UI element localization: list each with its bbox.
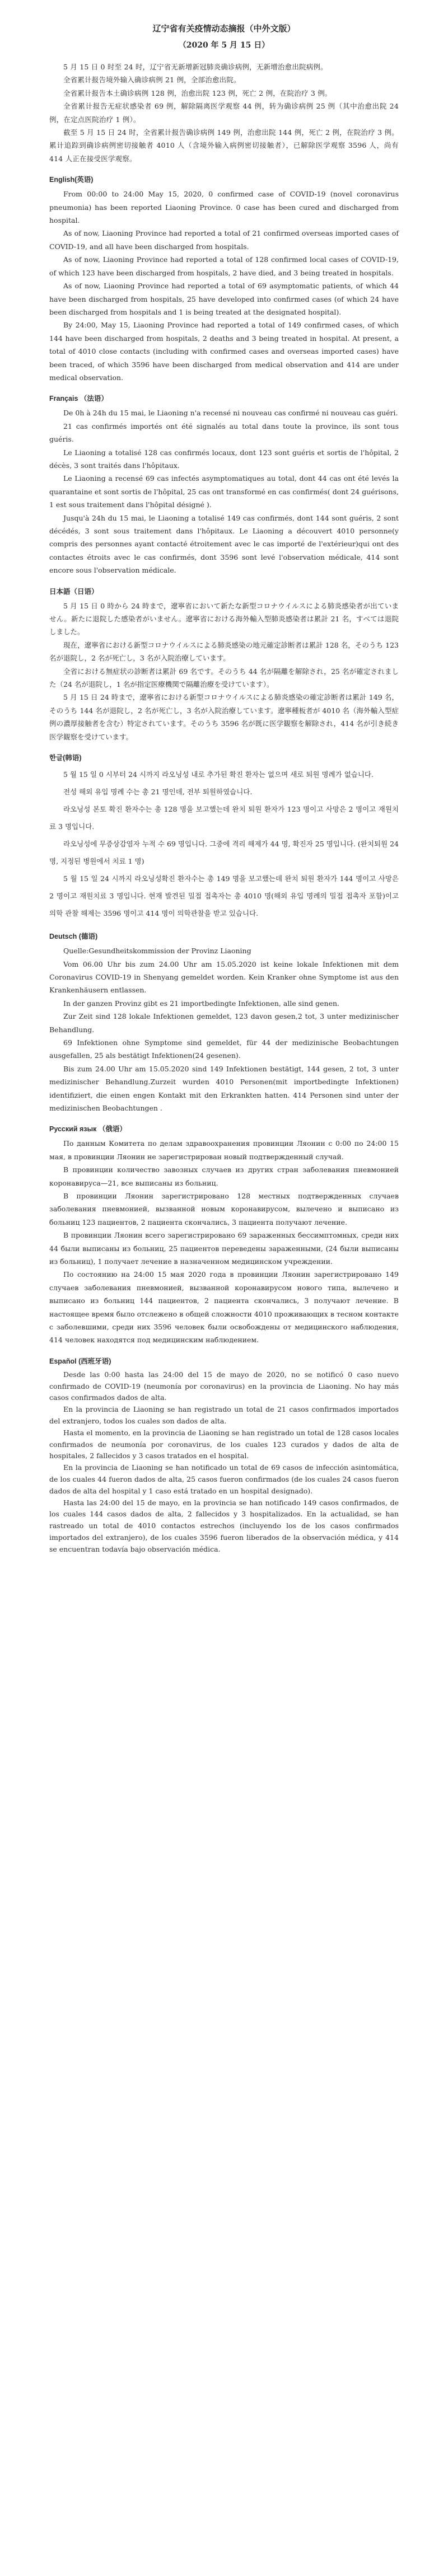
french-paragraph: 21 cas confirmés importés ont été signalés au total dans toute la province, ils sont tous guéris. <box>49 421 399 444</box>
german-paragraph: 69 Infektionen ohne Symptome sind gemeldet, für 44 der medizinische Beobachtungen ausgefallen, 25 als bestätigt Infektionen(24 gesenen). <box>49 1038 399 1060</box>
chinese-paragraph: 全省累计报告本土确诊病例 128 例，治愈出院 123 例，死亡 2 例，在院治疗 3 例。 <box>63 88 332 97</box>
korean-paragraph: 라오닝성에 무증상감염자 누적 수 69 명입니다. 그중에 격리 해제가 44 명, 확진자 25 명입니다. (완치퇴원 24 명, 지정된 병원에서 치료 1 명) <box>49 840 399 866</box>
english-paragraph: From 00:00 to 24:00 May 15, 2020, 0 confirmed case of COVID-19 (novel coronavirus pneumonia) has been reported Liaoning Province. 0 case has been cured and discharged from hospital. <box>49 190 399 225</box>
section-heading-russian: Русский язык （俄语） <box>49 1125 127 1134</box>
japanese-section <box>49 586 399 743</box>
spanish-paragraph: Desde las 0:00 hasta las 24:00 del 15 de mayo de 2020, no se notificó 0 caso nuevo confirmado de COVID-19 (neumonía por coronavirus) en la provincia de Liaoning. No hay más casos confirmados dados de alta. <box>49 1370 399 1402</box>
german-paragraph: Quelle:Gesundheitskommission der Provinz Liaoning <box>63 947 251 956</box>
spanish-paragraph: En la provincia de Liaoning se han notificado un total de 69 casos de infección asintomática, de los cuales 44 fueron dados de alta, 25 casos fueron confirmados (de los cuales 24 casos fueron dados de alta del hospital y 1 caso está tratado en un hospital designado). <box>49 1463 399 1495</box>
german-section <box>49 930 399 1114</box>
russian-paragraph: В провинции Ляонин всего зарегистрировано 69 зараженных бессимптомных, среди них 44 были выписаны из больниц, 25 пациентов переведены зараженными, (24 были выписаны из больниц), 1 получает лечение в назначенном медицинском учреждении. <box>49 1231 399 1266</box>
section-heading-spanish: Español (西班牙语) <box>49 1357 111 1365</box>
english-paragraph: As of now, Liaoning Province had reported a total of 128 confirmed local cases of COVID-19, of which 123 have been discharged from hospitals, 2 have died, and 3 being treated in hospitals. <box>49 255 399 277</box>
section-heading-french: Français （法语） <box>49 395 108 403</box>
russian-section <box>49 1123 399 1347</box>
korean-paragraph: 5 월 15 일 24 시까지 라오닝성확진 환자수는 총 149 명을 보고했는데 완치 퇴원 환자가 144 명이고 사망은 2 명이고 재원치료 3 명입니다. 현재 발견된 밀접 접촉자는 총 4010 명(해외 유입 명례의 밀접 접촉자 포함)이고 의학 관찰 해제는 3596 명이고 414 명이 의학관찰을 받고 있습니다. <box>49 874 399 918</box>
spanish-paragraph: Hasta las 24:00 del 15 de mayo, en la provincia se han notificado 149 casos confirmados, de los cuales 144 casos dados de alta, 2 fallecidos y 3 hospitalizados. En la actualidad, se han rastreado un total de 4010 contactos estrechos (incluyendo los de los casos confirmados importados del extranjero), de los cuales 3596 fueron liberados de la observación médica, y 414 se encuentran todavía bajo observación médica. <box>49 1498 399 1553</box>
chinese-paragraph: 全省累计报告无症状感染者 69 例，解除隔离医学观察 44 例，转为确诊病例 25 例（其中治愈出院 24 例，在定点医院治疗 1 例）。 <box>49 102 399 124</box>
korean-paragraph: 전성 해외 유입 명례 수는 총 21 명인데, 전부 퇴원하였습니다. <box>63 788 253 797</box>
section-heading-japanese: 日本語（日语） <box>49 587 99 596</box>
japanese-paragraph: 現在，遼寧省における新型コロナウイルスによる肺炎感染の地元確定診断者は累計 128 名，そのうち 123 名が退院し，2 名が死亡し，3 名が入院治療しています。 <box>49 640 399 663</box>
english-paragraph: As of now, Liaoning Province had reported a total of 21 confirmed overseas imported cases of COVID-19, and all have been discharged from hospitals. <box>49 229 399 251</box>
chinese-section <box>49 60 399 165</box>
russian-paragraph: По данным Комитета по делам здравоохранения провинции Ляонин с 0:00 по 24:00 15 мая, в провинции Ляонин не зарегистрирован новый подтвержденный случай. <box>49 1139 399 1161</box>
japanese-paragraph: 5 月 15 日 24 時まで，遼寧省における新型コロナウイルスによる肺炎感染の確定診断者は累計 149 名，そのうち 144 名が退院し，2 名が死亡し，3 名が入院治療しています。遼寧種板者が 4010 名（海外輸入型症例の濃厚接触者を含む）特定されています。そのうち 3596 名が既に医学観察を解除され，414 名が引き続き医学観察を受けています。 <box>49 693 399 741</box>
french-paragraph: De 0h à 24h du 15 mai, le Liaoning n'a recensé ni nouveau cas confirmé ni nouveau cas guéri. <box>63 409 398 418</box>
japanese-paragraph: 5 月 15 日 0 時から 24 時まで，遼寧省において新たな新型コロナウイルスによる肺炎感染者が出ていません。新たに退院した感染者がいません。遼寧省における海外輸入型肺炎感染者は累計 21 名，すべては退院しました。 <box>49 601 399 636</box>
english-section <box>49 174 399 384</box>
korean-paragraph: 5 월 15 일 0 시부터 24 시까지 라오닝성 내로 추가된 확진 환자는 없으며 새로 퇴원 명례가 없습니다. <box>63 770 374 779</box>
german-paragraph: Vom 06.00 Uhr bis zum 24.00 Uhr am 15.05.2020 ist keine lokale Infektionen mit dem Coronavirus COVID-19 in Shenyang gemeldet worden. Kein Kranker ohne Symptome ist aus den Krankenhäusern entlassen. <box>49 959 399 995</box>
russian-paragraph: В провинции количество завозных случаев из других стран заболевания пневмонией коронавируса—21, все выписаны из больниц. <box>49 1165 399 1187</box>
section-heading-german: Deutsch (德语) <box>49 933 98 941</box>
japanese-paragraph: 全省における無症状の診断者は累計 69 名です。そのうち 44 名が隔離を解除され，25 名が確定されました（24 名が退院し，1 名が指定医療機関で隔離治療を受けています）。 <box>49 667 399 689</box>
french-section <box>49 392 399 577</box>
section-heading-korean: 한글(韩语) <box>49 754 82 762</box>
chinese-paragraph: 截至 5 月 15 日 24 时，全省累计报告确诊病例 149 例，治愈出院 144 例，死亡 2 例，在院治疗 3 例。累计追踪到确诊病例密切接触者 4010 人（含境外输入病例密切接触者），已解除医学观察 3596 人，尚有 414 人正在接受医学观察。 <box>49 128 399 163</box>
korean-paragraph: 라오닝성 본토 확진 환자수는 총 128 명을 보고했는데 완치 퇴원 환자가 123 명이고 사망은 2 명이고 재원치료 3 명입니다. <box>49 805 399 831</box>
spanish-section <box>49 1355 399 1556</box>
german-paragraph: Bis zum 24.00 Uhr am 15.05.2020 sind 149 Infektionen bestätigt, 144 gesen, 2 tot, 3 unter medizinischer Behandlung.Zurzeit wurden 4010 Personen(mit importbedingte Infektionen) identifiziert, die einen engen Kontakt mit den Erkrankten hatten. 414 Personen sind unter der medizinischen Beobachtungen . <box>49 1064 399 1112</box>
french-paragraph: Le Liaoning a recensé 69 cas infectés asymptomatiques au total, dont 44 cas ont été levés la quarantaine et sont sortis de l'hôpital, 25 cas ont transformé en cas confirmés( dont 24 guérisons, 1 est sous traitement dans l'hôpital désigné ). <box>49 474 399 509</box>
chinese-paragraph: 全省累计报告境外输入确诊病例 21 例，全部治愈出院。 <box>63 76 241 85</box>
document-date: （2020 年 5 月 15 日） <box>178 41 270 50</box>
section-heading-english: English(英语) <box>49 176 94 184</box>
document-title: 辽宁省有关疫情动态摘报（中外文版） <box>152 24 296 34</box>
english-paragraph: As of now, Liaoning Province had reported a total of 69 asymptomatic patients, of which 44 have been discharged from hospitals, 25 have developed into confirmed cases (of which 24 have been discharged from hospitals and 1 is being treated at the designated hospital). <box>49 282 399 316</box>
russian-paragraph: В провинции Ляонин зарегистрировано 128 местных подтвержденных случаев заболевания пневмонией, вызванной новым коронавирусом, вылечено и выписано из больниц 123 пациентов, 2 пациента скончались, 3 пациента получают лечение. <box>49 1192 399 1226</box>
spanish-paragraph: En la provincia de Liaoning se han registrado un total de 21 casos confirmados importados del extranjero, todos los cuales son dados de alta. <box>49 1405 399 1426</box>
korean-section <box>49 752 399 922</box>
german-paragraph: In der ganzen Provinz gibt es 21 importbedingte Infektionen, alle sind genen. <box>63 999 339 1008</box>
german-paragraph: Zur Zeit sind 128 lokale Infektionen gemeldet, 123 davon gesen,2 tot, 3 unter medizinischer Behandlung. <box>49 1012 399 1034</box>
french-paragraph: Jusqu'à 24h du 15 mai, le Liaoning a totalisé 149 cas confirmés, dont 144 sont guéris, 2 sont décédés, 3 sont sous traitement dans l'hôpitaux. Le Liaoning a découvert 4010 personne(y compris des personnes ayant contacté étroitement avec le cas importé de l'extérieur)qui ont des contactes étroits avec le cas confirmés, dont 3596 sont levé l'observation médicale, 414 sont encore sous l'observation médicale. <box>49 513 399 575</box>
spanish-paragraph: Hasta el momento, en la provincia de Liaoning se han registrado un total de 128 casos locales confirmados de neumonía por coronavirus, de los cuales 123 curados y dados de alta de hospitales, 2 fallecidos y 3 casos tratados en el hospital. <box>49 1428 399 1460</box>
french-paragraph: Le Liaoning a totalisé 128 cas confirmés locaux, dont 123 sont guéris et sortis de l'hôpital, 2 décès, 3 sont traités dans l'hôpitaux. <box>49 448 399 470</box>
chinese-paragraph: 5 月 15 日 0 时至 24 时，辽宁省无新增新冠肺炎确诊病例，无新增治愈出院病例。 <box>63 63 328 71</box>
russian-paragraph: По состоянию на 24:00 15 мая 2020 года в провинции Ляонин зарегистрировано 149 случаев заболевания пневмонией, вызванной коронавирусом нового типа, вылечено и выписано из больниц 144 пациентов, 2 пациента скончались, 3 получают лечение. В настоящее время было отслежено в общей сложности 4010 проживающих в тесном контакте с заболевшими, среди них 3596 человек были освобождены от медицинского наблюдения, 414 человек находятся под медицинским наблюдением. <box>49 1270 399 1345</box>
english-paragraph: By 24:00, May 15, Liaoning Province had reported a total of 149 confirmed cases, of which 144 have been discharged from hospitals, 2 deaths and 3 being treated in hospital. At present, a total of 4010 close contacts (including with confirmed cases and overseas imported cases) have been traced, of which 3596 have been discharged from medical observation and 414 are under medical observation. <box>49 321 399 382</box>
